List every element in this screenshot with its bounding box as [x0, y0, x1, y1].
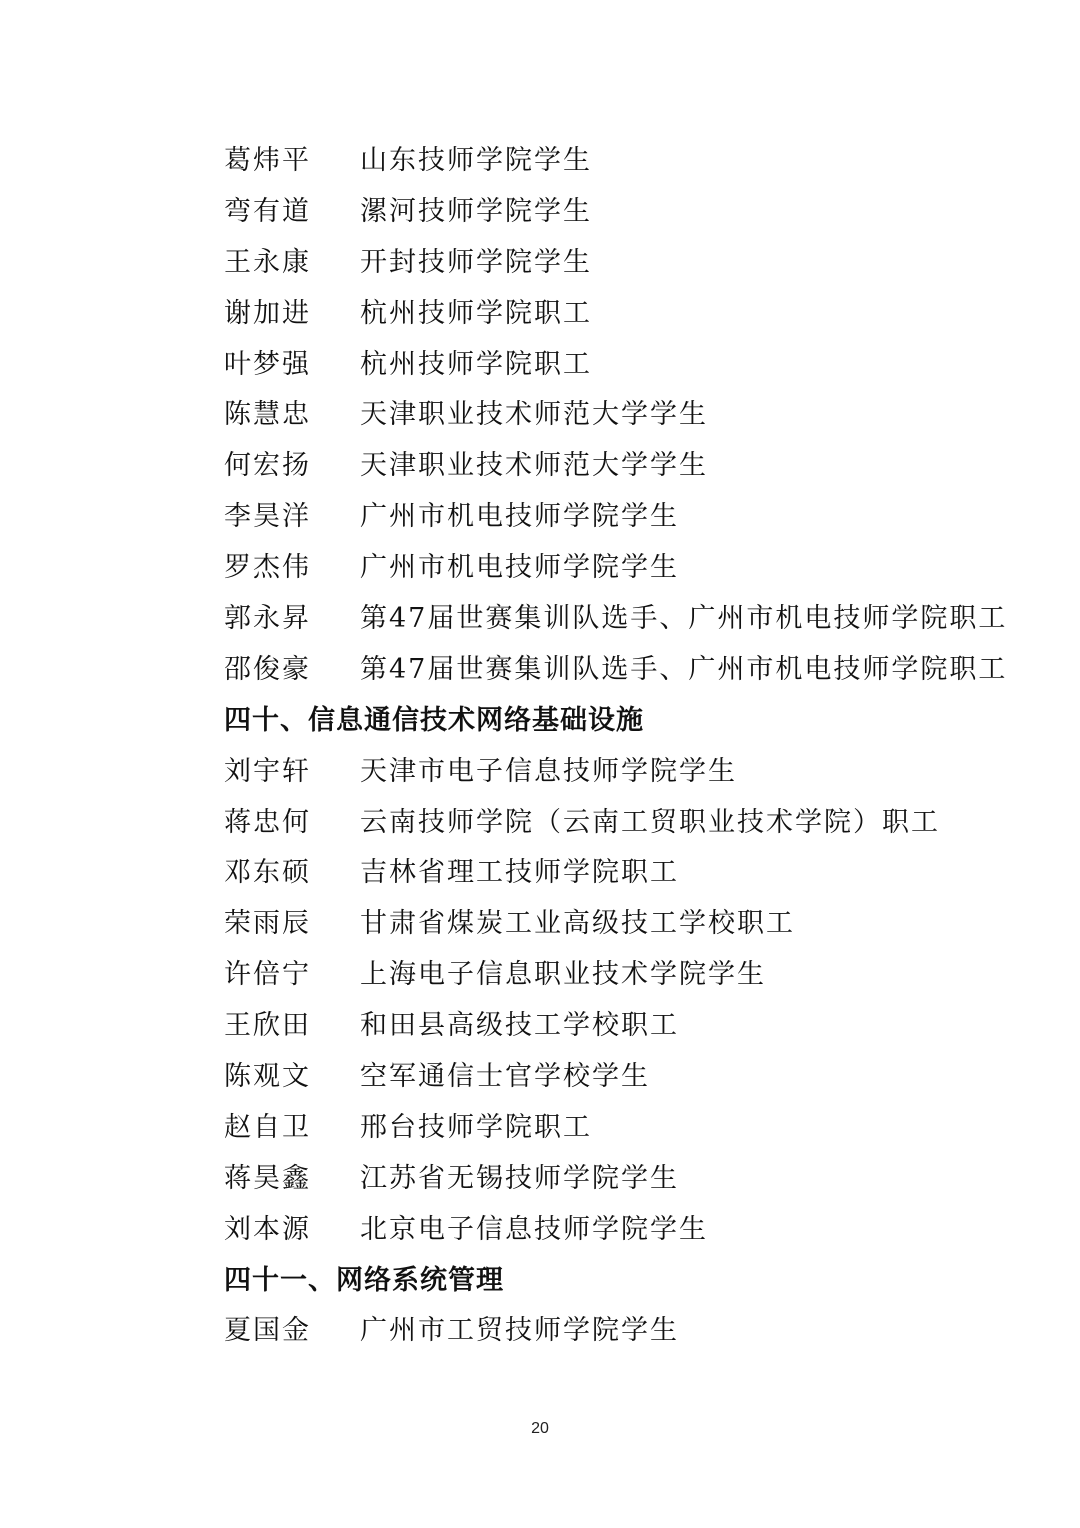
list-item — [224, 950, 1024, 1001]
list-item — [224, 187, 1024, 238]
list-item — [224, 1103, 1024, 1154]
list-item — [224, 390, 1024, 441]
person-org: 第47届世赛集训队选手、广州市机电技师学院职工 — [360, 653, 1008, 685]
list-item — [224, 1205, 1024, 1256]
person-name: 王永康 — [224, 246, 311, 278]
person-name: 王欣田 — [224, 1010, 311, 1042]
list-item — [224, 543, 1024, 594]
list-item — [224, 1306, 1024, 1357]
document-body — [224, 136, 1024, 1357]
person-org: 广州市机电技师学院学生 — [360, 501, 679, 533]
page-number: 20 — [531, 1420, 549, 1437]
person-name: 刘宇轩 — [224, 755, 311, 787]
person-name: 弯有道 — [224, 195, 311, 227]
person-org: 吉林省理工技师学院职工 — [360, 857, 679, 889]
list-item — [224, 899, 1024, 950]
person-name: 陈慧忠 — [224, 399, 311, 431]
list-item — [224, 492, 1024, 543]
list-item — [224, 340, 1024, 391]
person-name: 蒋忠何 — [224, 806, 311, 838]
person-org: 广州市工贸技师学院学生 — [360, 1315, 679, 1347]
person-org: 上海电子信息职业技术学院学生 — [360, 959, 766, 991]
person-name: 陈观文 — [224, 1061, 311, 1093]
person-org: 漯河技师学院学生 — [360, 195, 592, 227]
person-org: 广州市机电技师学院学生 — [360, 552, 679, 584]
person-name: 叶梦强 — [224, 348, 311, 380]
person-org: 开封技师学院学生 — [360, 246, 592, 278]
list-item — [224, 594, 1024, 645]
person-org: 邢台技师学院职工 — [360, 1111, 592, 1143]
list-item — [224, 645, 1024, 696]
person-org: 杭州技师学院职工 — [360, 348, 592, 380]
person-name: 赵自卫 — [224, 1111, 311, 1143]
list-item — [224, 1052, 1024, 1103]
person-org: 和田县高级技工学校职工 — [360, 1010, 679, 1042]
person-name: 李昊洋 — [224, 501, 311, 533]
person-org: 杭州技师学院职工 — [360, 297, 592, 329]
person-name: 何宏扬 — [224, 450, 311, 482]
list-item — [224, 289, 1024, 340]
person-org: 云南技师学院（云南工贸职业技术学院）职工 — [360, 806, 940, 838]
person-name: 邓东硕 — [224, 857, 311, 889]
list-item — [224, 1154, 1024, 1205]
person-org: 江苏省无锡技师学院学生 — [360, 1162, 679, 1194]
person-org: 北京电子信息技师学院学生 — [360, 1213, 708, 1245]
list-item — [224, 1001, 1024, 1052]
person-name: 蒋昊鑫 — [224, 1162, 311, 1194]
list-item — [224, 798, 1024, 849]
person-name: 刘本源 — [224, 1213, 311, 1245]
list-item — [224, 848, 1024, 899]
person-name: 谢加进 — [224, 297, 311, 329]
list-item — [224, 747, 1024, 798]
person-name: 罗杰伟 — [224, 552, 311, 584]
list-item — [224, 441, 1024, 492]
list-item — [224, 238, 1024, 289]
person-name: 葛炜平 — [224, 145, 311, 176]
person-org: 空军通信士官学校学生 — [360, 1061, 650, 1093]
person-org: 山东技师学院学生 — [360, 145, 592, 176]
person-name: 郭永昇 — [224, 603, 311, 635]
person-name: 荣雨辰 — [224, 908, 311, 940]
person-name: 夏国金 — [224, 1315, 311, 1347]
section-heading-40: 四十、信息通信技术网络基础设施 — [224, 704, 644, 736]
section-heading-41: 四十一、网络系统管理 — [224, 1264, 504, 1296]
person-org: 甘肃省煤炭工业高级技工学校职工 — [360, 908, 795, 940]
person-org: 天津职业技术师范大学学生 — [360, 399, 708, 431]
person-name: 邵俊豪 — [224, 653, 311, 685]
person-org: 天津市电子信息技师学院学生 — [360, 755, 737, 787]
person-org: 天津职业技术师范大学学生 — [360, 450, 708, 482]
person-name: 许倍宁 — [224, 959, 311, 991]
person-org: 第47届世赛集训队选手、广州市机电技师学院职工 — [360, 603, 1008, 635]
list-item — [224, 136, 1024, 187]
